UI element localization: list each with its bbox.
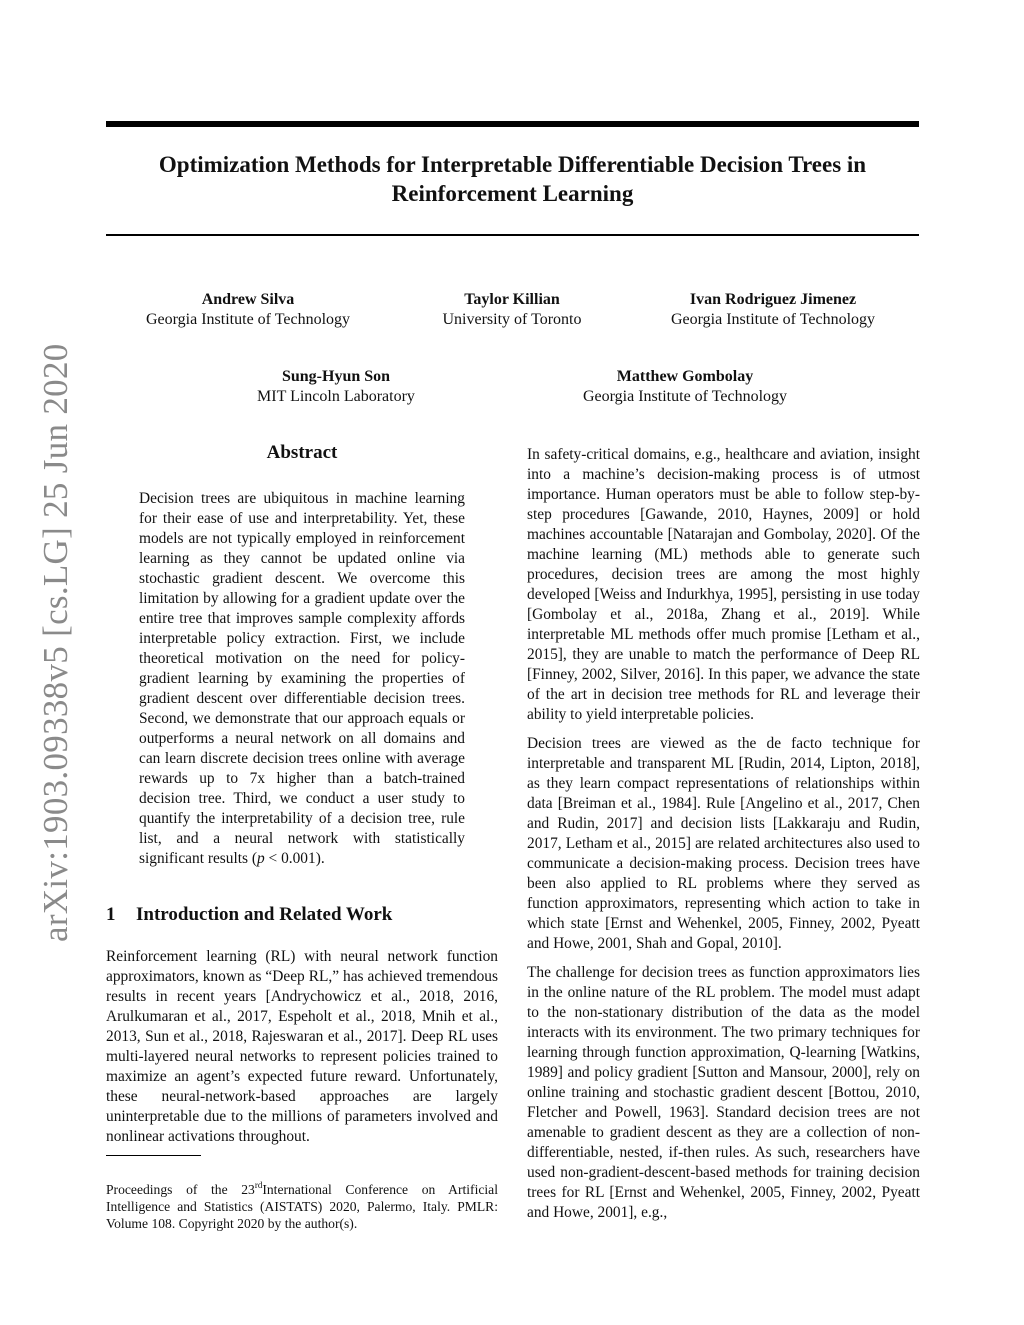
right-column (527, 445, 920, 1223)
footnote-text: Proceedings of the 23 (106, 1182, 255, 1197)
author-affiliation: MIT Lincoln Laboratory (257, 388, 415, 405)
title-bottom-rule (106, 234, 919, 236)
section-heading (106, 904, 392, 926)
author-affiliation: University of Toronto (442, 311, 582, 328)
author-name: Andrew Silva (201, 291, 295, 308)
paragraph: In safety-critical domains, e.g., healthcare and aviation, insight into a machine’s decision-making process is of utmost importance. Human operators must be able to follow step-by-step procedures [Gawande, 2010, Haynes, 2009] or hold machines accountable [Natarajan and Gombolay, 2020]. Of the machine learning (ML) methods able to generate such procedures, decision trees are among the most highly developed [Weiss and Indurkhya, 1995], persisting in use today [Gombolay et al., 2018a, Zhang et al., 2019]. While interpretable ML methods offer much promise [Letham et al., 2015], they are unable to match the performance of Deep RL [Finney, 2002, Silver, 2016]. In this paper, we advance the state of the art in decision tree methods for RL and leverage their ability to yield interpretable policies. (527, 446, 920, 723)
author-affiliation: Georgia Institute of Technology (145, 311, 351, 328)
title-top-rule (106, 121, 919, 127)
abstract-heading: Abstract (266, 442, 338, 463)
author-block (623, 290, 923, 330)
author-block (535, 367, 835, 407)
author-block (186, 367, 486, 407)
paper-title: Optimization Methods for Interpretable Differentiable Decision Trees in Reinforcement Learning (158, 152, 867, 206)
paragraph: Decision trees are viewed as the de facto technique for interpretable and transparent ML [Rudin, 2014, Lipton, 2018], as they learn compact representations of relationships within data [Breiman et al., 1984]. Rule [Angelino et al., 2017, Chen and Rudin, 2017] and decision lists [Lakkaraju and Rudin, 2017, Letham et al., 2015] are related architectures also used to communicate a decision-making process. Decision trees have been also applied to RL problems where they served as function approximators, representing which action to take in which state [Ernst and Wehenkel, 2005, Finney, 2002, Pyeatt and Howe, 2001, Shah and Gopal, 2010]. (527, 735, 920, 952)
author-block (98, 290, 398, 330)
section-number: 1 (106, 904, 116, 925)
section-title: Introduction and Related Work (136, 904, 393, 925)
footnote-rule (106, 1155, 201, 1156)
footnote-superscript: rd (254, 1180, 263, 1190)
arxiv-identifier: arXiv:1903.09338v5 [cs.LG] 25 Jun 2020 (36, 343, 75, 942)
abstract-math-variable: p (256, 850, 265, 867)
author-name: Matthew Gombolay (616, 368, 754, 385)
paragraph: The challenge for decision trees as function approximators lies in the online nature of the RL problem. The model must adapt to the non-stationary distribution of the data as the model interacts with its environment. The two primary techniques for learning through function approximation, Q-learning [Watkins, 1989] and policy gradient [Sutton and Mansour, 2000], rely on online training and stochastic gradient descent [Bottou, 2010, Fletcher and Powell, 1963]. Standard decision trees are not amenable to gradient descent as they are a collection of non-differentiable, nested, if-then rules. As such, researchers have used non-gradient-descent-based methods for training decision trees for RL [Ernst and Wehenkel, 2005, Finney, 2002, Pyeatt and Howe, 2001], e.g., (527, 964, 920, 1221)
abstract-body: Decision trees are ubiquitous in machine learning for their ease of use and interpretability. Yet, these models are not typically employed in reinforcement learning as they cannot be updated online via stochastic gradient descent. We overcome this limitation by allowing for a gradient update over the entire tree that improves sample complexity affords interpretable policy extraction. First, we include theoretical motivation on the need for policy-gradient learning by examining the properties of gradient descent over differentiable decision trees. Second, we demonstrate that our approach equals or outperforms a neural network on all domains and can learn discrete decision trees online with average rewards up to 7x higher than a batch-trained decision tree. Third, we conduct a user study to quantify the interpretability of a decision tree, rule list, and a neural network with statistically significant results ( (139, 490, 465, 867)
author-name: Taylor Killian (464, 291, 560, 308)
author-affiliation: Georgia Institute of Technology (582, 388, 788, 405)
author-name: Sung-Hyun Son (281, 368, 391, 385)
author-affiliation: Georgia Institute of Technology (670, 311, 876, 328)
intro-paragraph: Reinforcement learning (RL) with neural network function approximators, known as “Deep RL,” has achieved tremendous results in recent years [Andrychowicz et al., 2018, 2016, Arulkumaran et al., 2017, Espeholt et al., 2018, Mnih et al., 2013, Sun et al., 2018, Rajeswaran et al., 2017]. Deep RL uses multi-layered neural networks to represent policies trained to maximize an agent’s expected future reward. Unfortunately, these neural-network-based approaches are largely uninterpretable due to the millions of parameters involved and nonlinear activations throughout. (106, 948, 498, 1145)
abstract-text (139, 489, 465, 869)
abstract-math-rest: < 0.001). (264, 850, 325, 867)
intro-column (106, 947, 498, 1147)
footnote-text-rest: International Conference on Artificial Intelligence and Statistics (AISTATS) 2020, Palermo, Italy. PMLR: Volume 108. Copyright 2020 by the author(s). (106, 1182, 498, 1231)
author-block (362, 290, 662, 330)
author-name: Ivan Rodriguez Jimenez (689, 291, 857, 308)
footnote (106, 1181, 498, 1232)
